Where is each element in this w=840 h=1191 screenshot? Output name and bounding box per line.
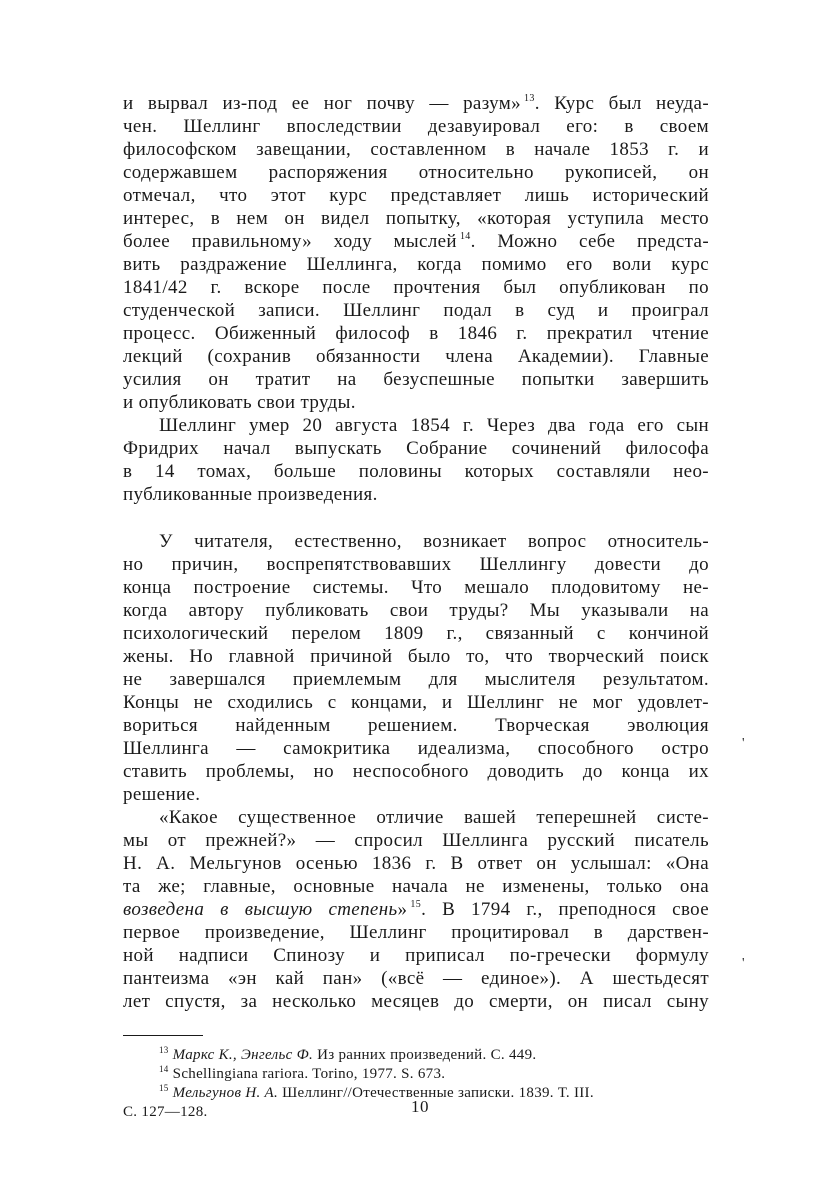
line-text: отмечал, что этот курс представляет лишь исторический xyxy=(123,185,709,206)
section-gap xyxy=(123,506,709,530)
line-text: и опубликовать свои труды. xyxy=(123,392,356,413)
footnote-text: Schellingiana rariora. Torino, 1977. S. 673. xyxy=(172,1066,446,1082)
line-text: студенческой записи. Шеллинг подал в суд и проиграл xyxy=(123,300,709,321)
text-line xyxy=(123,829,709,852)
text-line xyxy=(123,921,709,944)
text-line xyxy=(123,299,709,322)
footnote-number: 13 xyxy=(159,1045,169,1055)
margin-mark: ' xyxy=(742,956,745,971)
text-line xyxy=(123,737,709,760)
text-line xyxy=(123,553,709,576)
text-line xyxy=(123,460,709,483)
text-line xyxy=(123,437,709,460)
text-line xyxy=(123,806,709,829)
text-line xyxy=(123,184,709,207)
line-text: жены. Но главной причиной было то, что творческий поиск xyxy=(123,646,709,667)
line-text: в 14 томах, больше половины которых составляли нео- xyxy=(123,461,709,482)
main-text xyxy=(123,92,709,1013)
text-line xyxy=(123,783,709,806)
line-text: «Какое существенное отличие вашей теперешней систе- xyxy=(159,807,709,828)
text-line xyxy=(123,898,709,921)
footnote-text: С. 127—128. xyxy=(123,1104,208,1120)
line-text: первое произведение, Шеллинг процитировал в дарствен- xyxy=(123,922,709,943)
footnote xyxy=(123,1046,709,1065)
footnote-author: Маркс К., Энгельс Ф. xyxy=(172,1047,314,1063)
text-line xyxy=(123,161,709,184)
line-text: психологический перелом 1809 г., связанный с кончиной xyxy=(123,623,709,644)
line-text: процесс. Обиженный философ в 1846 г. прекратил чтение xyxy=(123,323,709,344)
text-line xyxy=(123,230,709,253)
line-text: пантеизма «эн кай пан» («всё — единое»). А шестьдесят xyxy=(123,968,709,989)
text-line xyxy=(123,414,709,437)
line-text: лекций (сохранив обязанности члена Академии). Главные xyxy=(123,346,709,367)
footnote-ref: 15 xyxy=(410,899,422,910)
footnote-number: 14 xyxy=(159,1064,169,1074)
text-line xyxy=(123,576,709,599)
text-line xyxy=(123,990,709,1013)
text-line xyxy=(123,530,709,553)
line-text: ной надписи Спинозу и приписал по-гречески формулу xyxy=(123,945,709,966)
margin-mark: ' xyxy=(742,736,745,751)
line-text: Н. А. Мельгунов осенью 1836 г. В ответ он услышал: «Она xyxy=(123,853,709,874)
line-text: У читателя, естественно, возникает вопрос относитель- xyxy=(159,531,709,552)
line-text: конца построение системы. Что мешало плодовитому не- xyxy=(123,577,709,598)
line-text: усилия он тратит на безуспешные попытки завершить xyxy=(123,369,709,390)
text-line xyxy=(123,391,709,414)
line-text: » xyxy=(397,899,408,920)
text-line xyxy=(123,276,709,299)
line-text: лет спустя, за несколько месяцев до смерти, он писал сыну xyxy=(123,991,709,1012)
footnote-ref: 14 xyxy=(459,231,471,242)
line-text: та же; главные, основные начала не изменены, только она xyxy=(123,876,709,897)
line-text: но причин, воспрепятствовавших Шеллингу довести до xyxy=(123,554,709,575)
text-line xyxy=(123,714,709,737)
line-text: более правильному» ходу мыслей xyxy=(123,231,457,252)
footnote-separator xyxy=(123,1035,203,1036)
footnote-author: Мельгунов Н. А. xyxy=(172,1085,279,1101)
text-line xyxy=(123,622,709,645)
page-body xyxy=(123,92,709,1122)
text-line xyxy=(123,645,709,668)
text-line xyxy=(123,668,709,691)
text-line xyxy=(123,322,709,345)
footnote-text: Из ранних произведений. С. 449. xyxy=(313,1047,537,1063)
line-text: решение. xyxy=(123,784,201,805)
line-text: ставить проблемы, но неспособного доводить до конца их xyxy=(123,761,709,782)
line-text: содержавшем распоряжения относительно рукописей, он xyxy=(123,162,709,183)
line-text: когда автору публиковать свои труды? Мы указывали на xyxy=(123,600,709,621)
footnote-text: Шеллинг//Отечественные записки. 1839. Т. III. xyxy=(278,1085,594,1101)
text-line xyxy=(123,599,709,622)
line-text: Шеллинг умер 20 августа 1854 г. Через два года его сын xyxy=(159,415,709,436)
text-line xyxy=(123,92,709,115)
text-line xyxy=(123,944,709,967)
text-line xyxy=(123,760,709,783)
text-line xyxy=(123,368,709,391)
line-text: Шеллинга — самокритика идеализма, способного остро xyxy=(123,738,709,759)
italic-quote: возведена в высшую степень xyxy=(123,899,398,920)
line-text: философском завещании, составленном в начале 1853 г. и xyxy=(123,139,709,160)
line-text: публикованные произведения. xyxy=(123,484,378,505)
line-text: чен. Шеллинг впоследствии дезавуировал его: в своем xyxy=(123,116,709,137)
line-text-continued: . Можно себе предста- xyxy=(470,231,709,252)
line-text-continued: . В 1794 г., преподнося свое xyxy=(421,899,710,920)
line-text: вориться найденным решением. Творческая эволюция xyxy=(123,715,709,736)
footnote xyxy=(123,1065,709,1084)
line-text: интерес, в нем он видел попытку, «которая уступила место xyxy=(123,208,709,229)
footnote-ref: 13 xyxy=(524,93,535,104)
text-line xyxy=(123,138,709,161)
text-line xyxy=(123,691,709,714)
text-line xyxy=(123,115,709,138)
line-text: мы от прежней?» — спросил Шеллинга русский писатель xyxy=(123,830,709,851)
text-line xyxy=(123,483,709,506)
text-line xyxy=(123,207,709,230)
text-line xyxy=(123,345,709,368)
line-text: и вырвал из-под ее ног почву — разум» xyxy=(123,93,521,114)
line-text: не завершался приемлемым для мыслителя результатом. xyxy=(123,669,709,690)
line-text: Концы не сходились с концами, и Шеллинг не мог удовлет- xyxy=(123,692,709,713)
line-text-continued: . Курс был неуда- xyxy=(534,93,710,114)
line-text: вить раздражение Шеллинга, когда помимо его воли курс xyxy=(123,254,709,275)
text-line xyxy=(123,875,709,898)
page-number: 10 xyxy=(411,1097,429,1116)
text-line xyxy=(123,852,709,875)
text-line xyxy=(123,967,709,990)
footnote-number: 15 xyxy=(159,1083,169,1093)
line-text: Фридрих начал выпускать Собрание сочинений философа xyxy=(123,438,709,459)
line-text: 1841/42 г. вскоре после прочтения был опубликован по xyxy=(123,277,709,298)
text-line xyxy=(123,253,709,276)
